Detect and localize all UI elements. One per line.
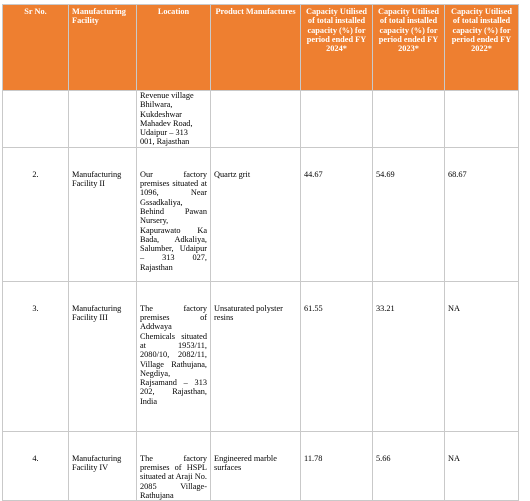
header-location: Location — [137, 5, 211, 91]
cell-cap-2022: NA — [445, 281, 519, 431]
table-row — [3, 431, 519, 500]
table-header — [3, 5, 519, 91]
cell-cap-2024: 44.67 — [301, 147, 373, 281]
cell-products — [211, 91, 301, 148]
cell-sr: 2. — [3, 147, 69, 281]
cell-cap-2024: 11.78 — [301, 431, 373, 500]
cell-cap-2024 — [301, 91, 373, 148]
cell-cap-2022 — [445, 91, 519, 148]
cell-cap-2023: 33.21 — [373, 281, 445, 431]
table-body — [3, 91, 519, 501]
cell-cap-2022: 68.67 — [445, 147, 519, 281]
cell-facility: Manufacturing Facility IV — [69, 431, 137, 500]
header-sr-no: Sr No. — [3, 5, 69, 91]
cell-location: Our factory premises situated at 1096, Near Gssadkaliya, Behind Pawan Nursery, Kapurawato Ka Bada, Adkaliya, Salumber, Udaipur – 313 027, Rajasthan — [137, 147, 211, 281]
cell-facility — [69, 91, 137, 148]
header-manufacturing-facility: Manufacturing Facility — [69, 5, 137, 91]
cell-location: The factory premises of HSPL situated at Araji No. 2085 Village-Rathujana — [137, 431, 211, 500]
location-line: 001, Rajasthan — [140, 137, 190, 147]
capacity-utilisation-table-container — [2, 4, 518, 501]
cell-facility: Manufacturing Facility II — [69, 147, 137, 281]
table-row — [3, 147, 519, 281]
cell-products: Engineered marble surfaces — [211, 431, 301, 500]
cell-location — [137, 91, 211, 148]
location-line: Kukdeshwar — [140, 109, 182, 119]
cell-sr: 3. — [3, 281, 69, 431]
location-line: Revenue village — [140, 91, 194, 100]
cell-sr — [3, 91, 69, 148]
location-line: Mahadev Road, — [140, 118, 193, 128]
header-row — [3, 5, 519, 91]
cell-cap-2022: NA — [445, 431, 519, 500]
cell-cap-2023: 54.69 — [373, 147, 445, 281]
header-product-manufactures: Product Manufactures — [211, 5, 301, 91]
location-line: Udaipur – 313 — [140, 128, 188, 138]
capacity-utilisation-table — [2, 4, 519, 501]
cell-cap-2024: 61.55 — [301, 281, 373, 431]
location-line: Bhilwara, — [140, 100, 173, 110]
cell-products: Quartz grit — [211, 147, 301, 281]
header-capacity-fy2023: Capacity Utilised of total installed capacity (%) for period ended FY 2023* — [373, 5, 445, 91]
cell-cap-2023 — [373, 91, 445, 148]
cell-products: Unsaturated polyster resins — [211, 281, 301, 431]
header-capacity-fy2022: Capacity Utilised of total installed capacity (%) for period ended FY 2022* — [445, 5, 519, 91]
cell-location: The factory premises of Addwaya Chemicals situated at 1953/11, 2080/10, 2082/11, Village Rathujana, Negdiya, Rajsamand – 313 202, Rajasthan, India — [137, 281, 211, 431]
cell-facility: Manufacturing Facility III — [69, 281, 137, 431]
table-row — [3, 281, 519, 431]
table-row-continued — [3, 91, 519, 148]
cell-cap-2023: 5.66 — [373, 431, 445, 500]
cell-sr: 4. — [3, 431, 69, 500]
header-capacity-fy2024: Capacity Utilised of total installed capacity (%) for period ended FY 2024* — [301, 5, 373, 91]
